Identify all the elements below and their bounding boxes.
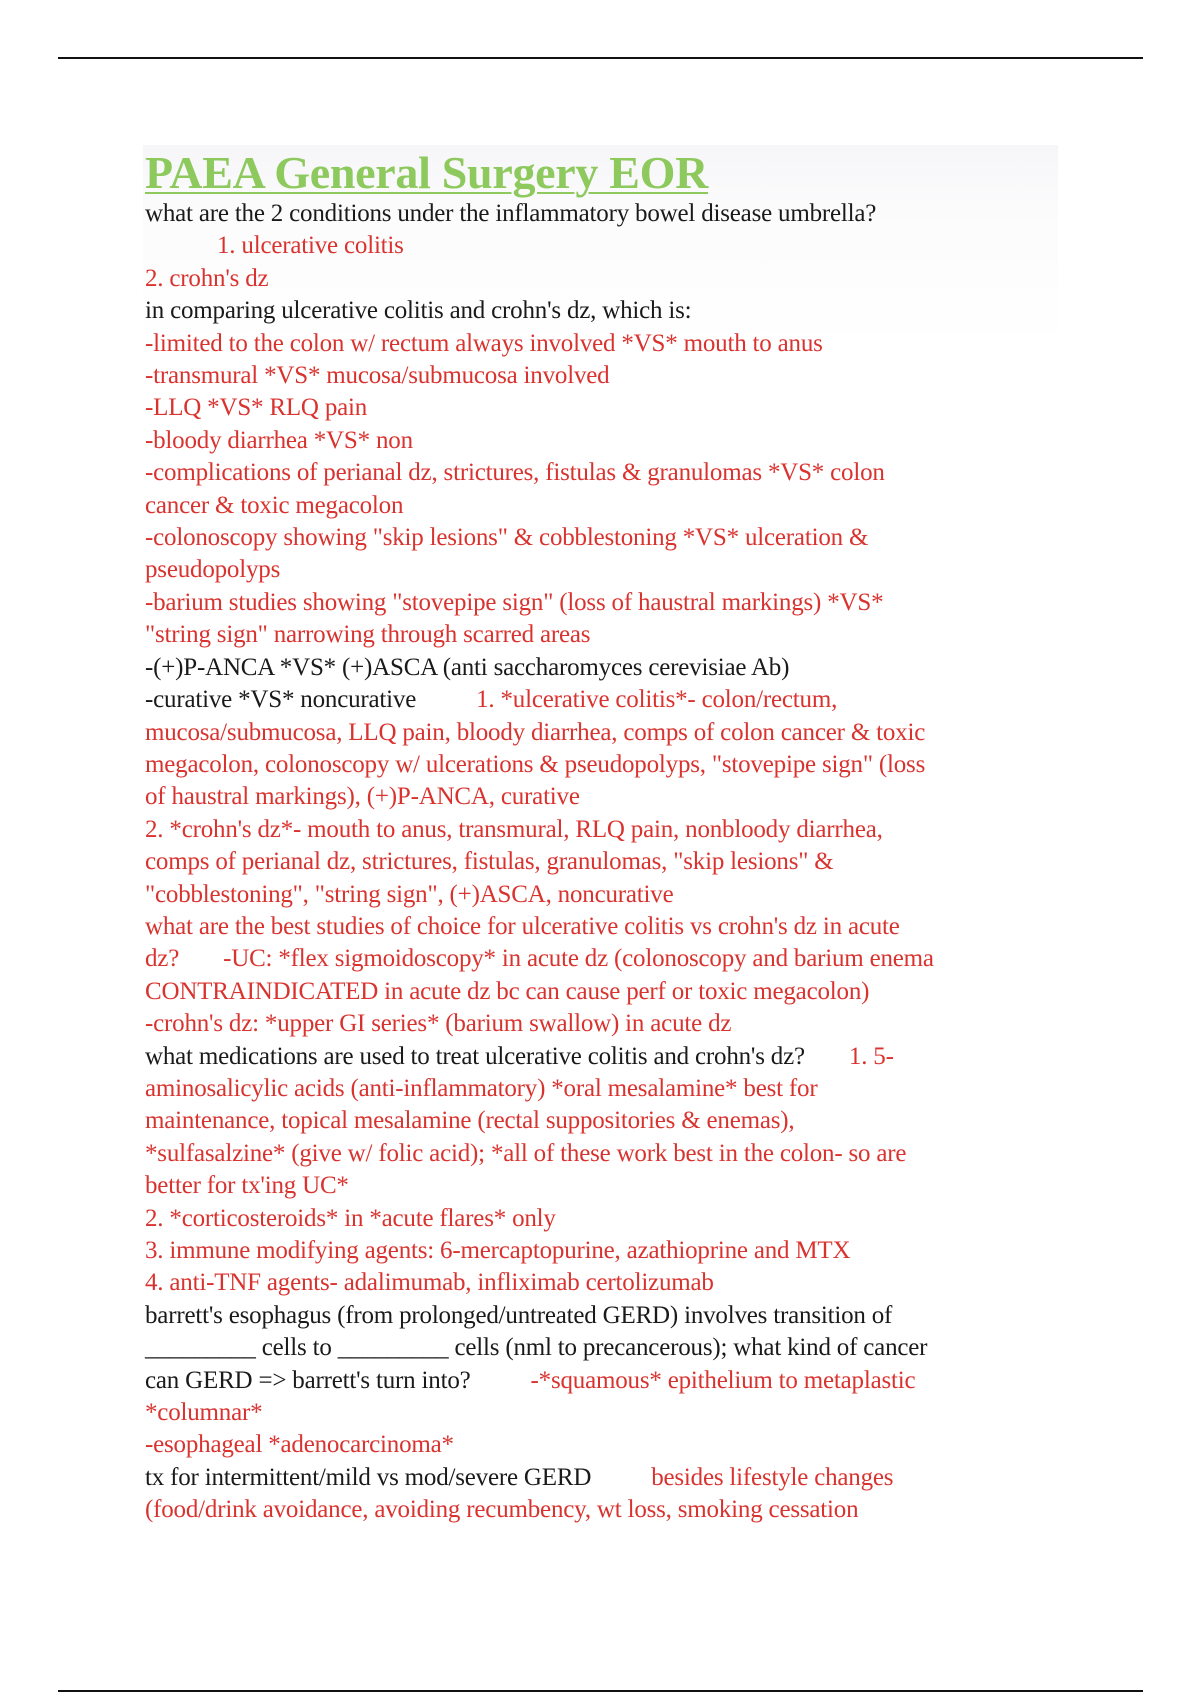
answer-text: -UC: *flex sigmoidoscopy* in acute dz (colonoscopy and barium enema	[223, 945, 934, 973]
answer-line: megacolon, colonoscopy w/ ulcerations & pseudopolyps, "stovepipe sign" (loss	[145, 750, 926, 778]
answer-line: -LLQ *VS* RLQ pain	[145, 394, 368, 422]
answer-line: -crohn's dz: *upper GI series* (barium swallow) in acute dz	[145, 1010, 732, 1038]
answer-line: -barium studies showing "stovepipe sign" (loss of haustral markings) *VS*	[145, 588, 884, 616]
answer-line: -limited to the colon w/ rectum always involved *VS* mouth to anus	[145, 329, 823, 357]
answer-line: of haustral markings), (+)P-ANCA, curative	[145, 783, 580, 811]
mixed-line	[145, 1041, 1055, 1073]
answer-line: -transmural *VS* mucosa/submucosa involved	[145, 362, 610, 390]
bottom-rule	[58, 1690, 1143, 1692]
answer-text: dz?	[145, 945, 180, 973]
answer-line: 3. immune modifying agents: 6-mercaptopurine, azathioprine and MTX	[145, 1237, 851, 1264]
answer-line: mucosa/submucosa, LLQ pain, bloody diarrhea, comps of colon cancer & toxic	[145, 718, 926, 746]
answer-text: 1. *ulcerative colitis*- colon/rectum,	[476, 686, 838, 714]
question-text: tx for intermittent/mild vs mod/severe GERD	[145, 1463, 592, 1491]
answer-line: maintenance, topical mesalamine (rectal suppositories & enemas),	[145, 1107, 795, 1135]
answer-line: 4. anti-TNF agents- adalimumab, infliximab certolizumab	[145, 1269, 714, 1297]
answer-text: -*squamous* epithelium to metaplastic	[530, 1366, 916, 1394]
answer-line: 2. *crohn's dz*- mouth to anus, transmural, RLQ pain, nonbloody diarrhea,	[145, 815, 883, 843]
answer-line: 2. crohn's dz	[145, 264, 269, 292]
answer-line: 2. *corticosteroids* in *acute flares* only	[145, 1204, 556, 1232]
answer-text: 1. 5-	[848, 1042, 894, 1070]
mixed-line	[145, 684, 1055, 716]
answer-text: besides lifestyle changes	[651, 1463, 894, 1491]
answer-line: "cobblestoning", "string sign", (+)ASCA, noncurative	[145, 880, 674, 908]
question-line: -(+)P-ANCA *VS* (+)ASCA (anti saccharomyces cerevisiae Ab)	[145, 653, 790, 681]
answer-line: *columnar*	[145, 1399, 263, 1427]
answer-line: -esophageal *adenocarcinoma*	[145, 1431, 454, 1459]
answer-line: aminosalicylic acids (anti-inflammatory) *oral mesalamine* best for	[145, 1074, 818, 1102]
top-rule	[58, 57, 1143, 59]
answer-line: 1. ulcerative colitis	[217, 232, 404, 260]
question-text: -curative *VS* noncurative	[145, 686, 417, 714]
mixed-line	[145, 943, 1055, 975]
answer-line: CONTRAINDICATED in acute dz bc can cause perf or toxic megacolon)	[145, 977, 870, 1005]
answer-line: what are the best studies of choice for ulcerative colitis vs crohn's dz in acute	[145, 912, 900, 940]
question-line: in comparing ulcerative colitis and crohn's dz, which is:	[145, 297, 692, 325]
question-text: can GERD => barrett's turn into?	[145, 1366, 471, 1394]
answer-line: *sulfasalzine* (give w/ folic acid); *all of these work best in the colon- so are	[145, 1139, 907, 1167]
answer-line: better for tx'ing UC*	[145, 1172, 349, 1200]
document-content	[145, 148, 1055, 1527]
question-line: barrett's esophagus (from prolonged/untreated GERD) involves transition of	[145, 1301, 893, 1329]
answer-line: (food/drink avoidance, avoiding recumbency, wt loss, smoking cessation	[145, 1496, 859, 1524]
answer-line: -bloody diarrhea *VS* non	[145, 426, 413, 454]
question-line: _________ cells to _________ cells (nml to precancerous); what kind of cancer	[145, 1334, 928, 1362]
question-text: what medications are used to treat ulcerative colitis and crohn's dz?	[145, 1042, 805, 1070]
mixed-line	[145, 1462, 1055, 1494]
mixed-line	[145, 1365, 1055, 1397]
question-line: what are the 2 conditions under the inflammatory bowel disease umbrella?	[145, 200, 877, 227]
page-title: PAEA General Surgery EOR	[145, 147, 709, 198]
answer-line: "string sign" narrowing through scarred areas	[145, 621, 591, 649]
answer-line: comps of perianal dz, strictures, fistulas, granulomas, "skip lesions" &	[145, 848, 834, 876]
answer-line: cancer & toxic megacolon	[145, 491, 404, 519]
answer-line: -colonoscopy showing "skip lesions" & cobblestoning *VS* ulceration &	[145, 524, 869, 552]
answer-line: -complications of perianal dz, strictures, fistulas & granulomas *VS* colon	[145, 459, 885, 487]
answer-line: pseudopolyps	[145, 556, 281, 584]
